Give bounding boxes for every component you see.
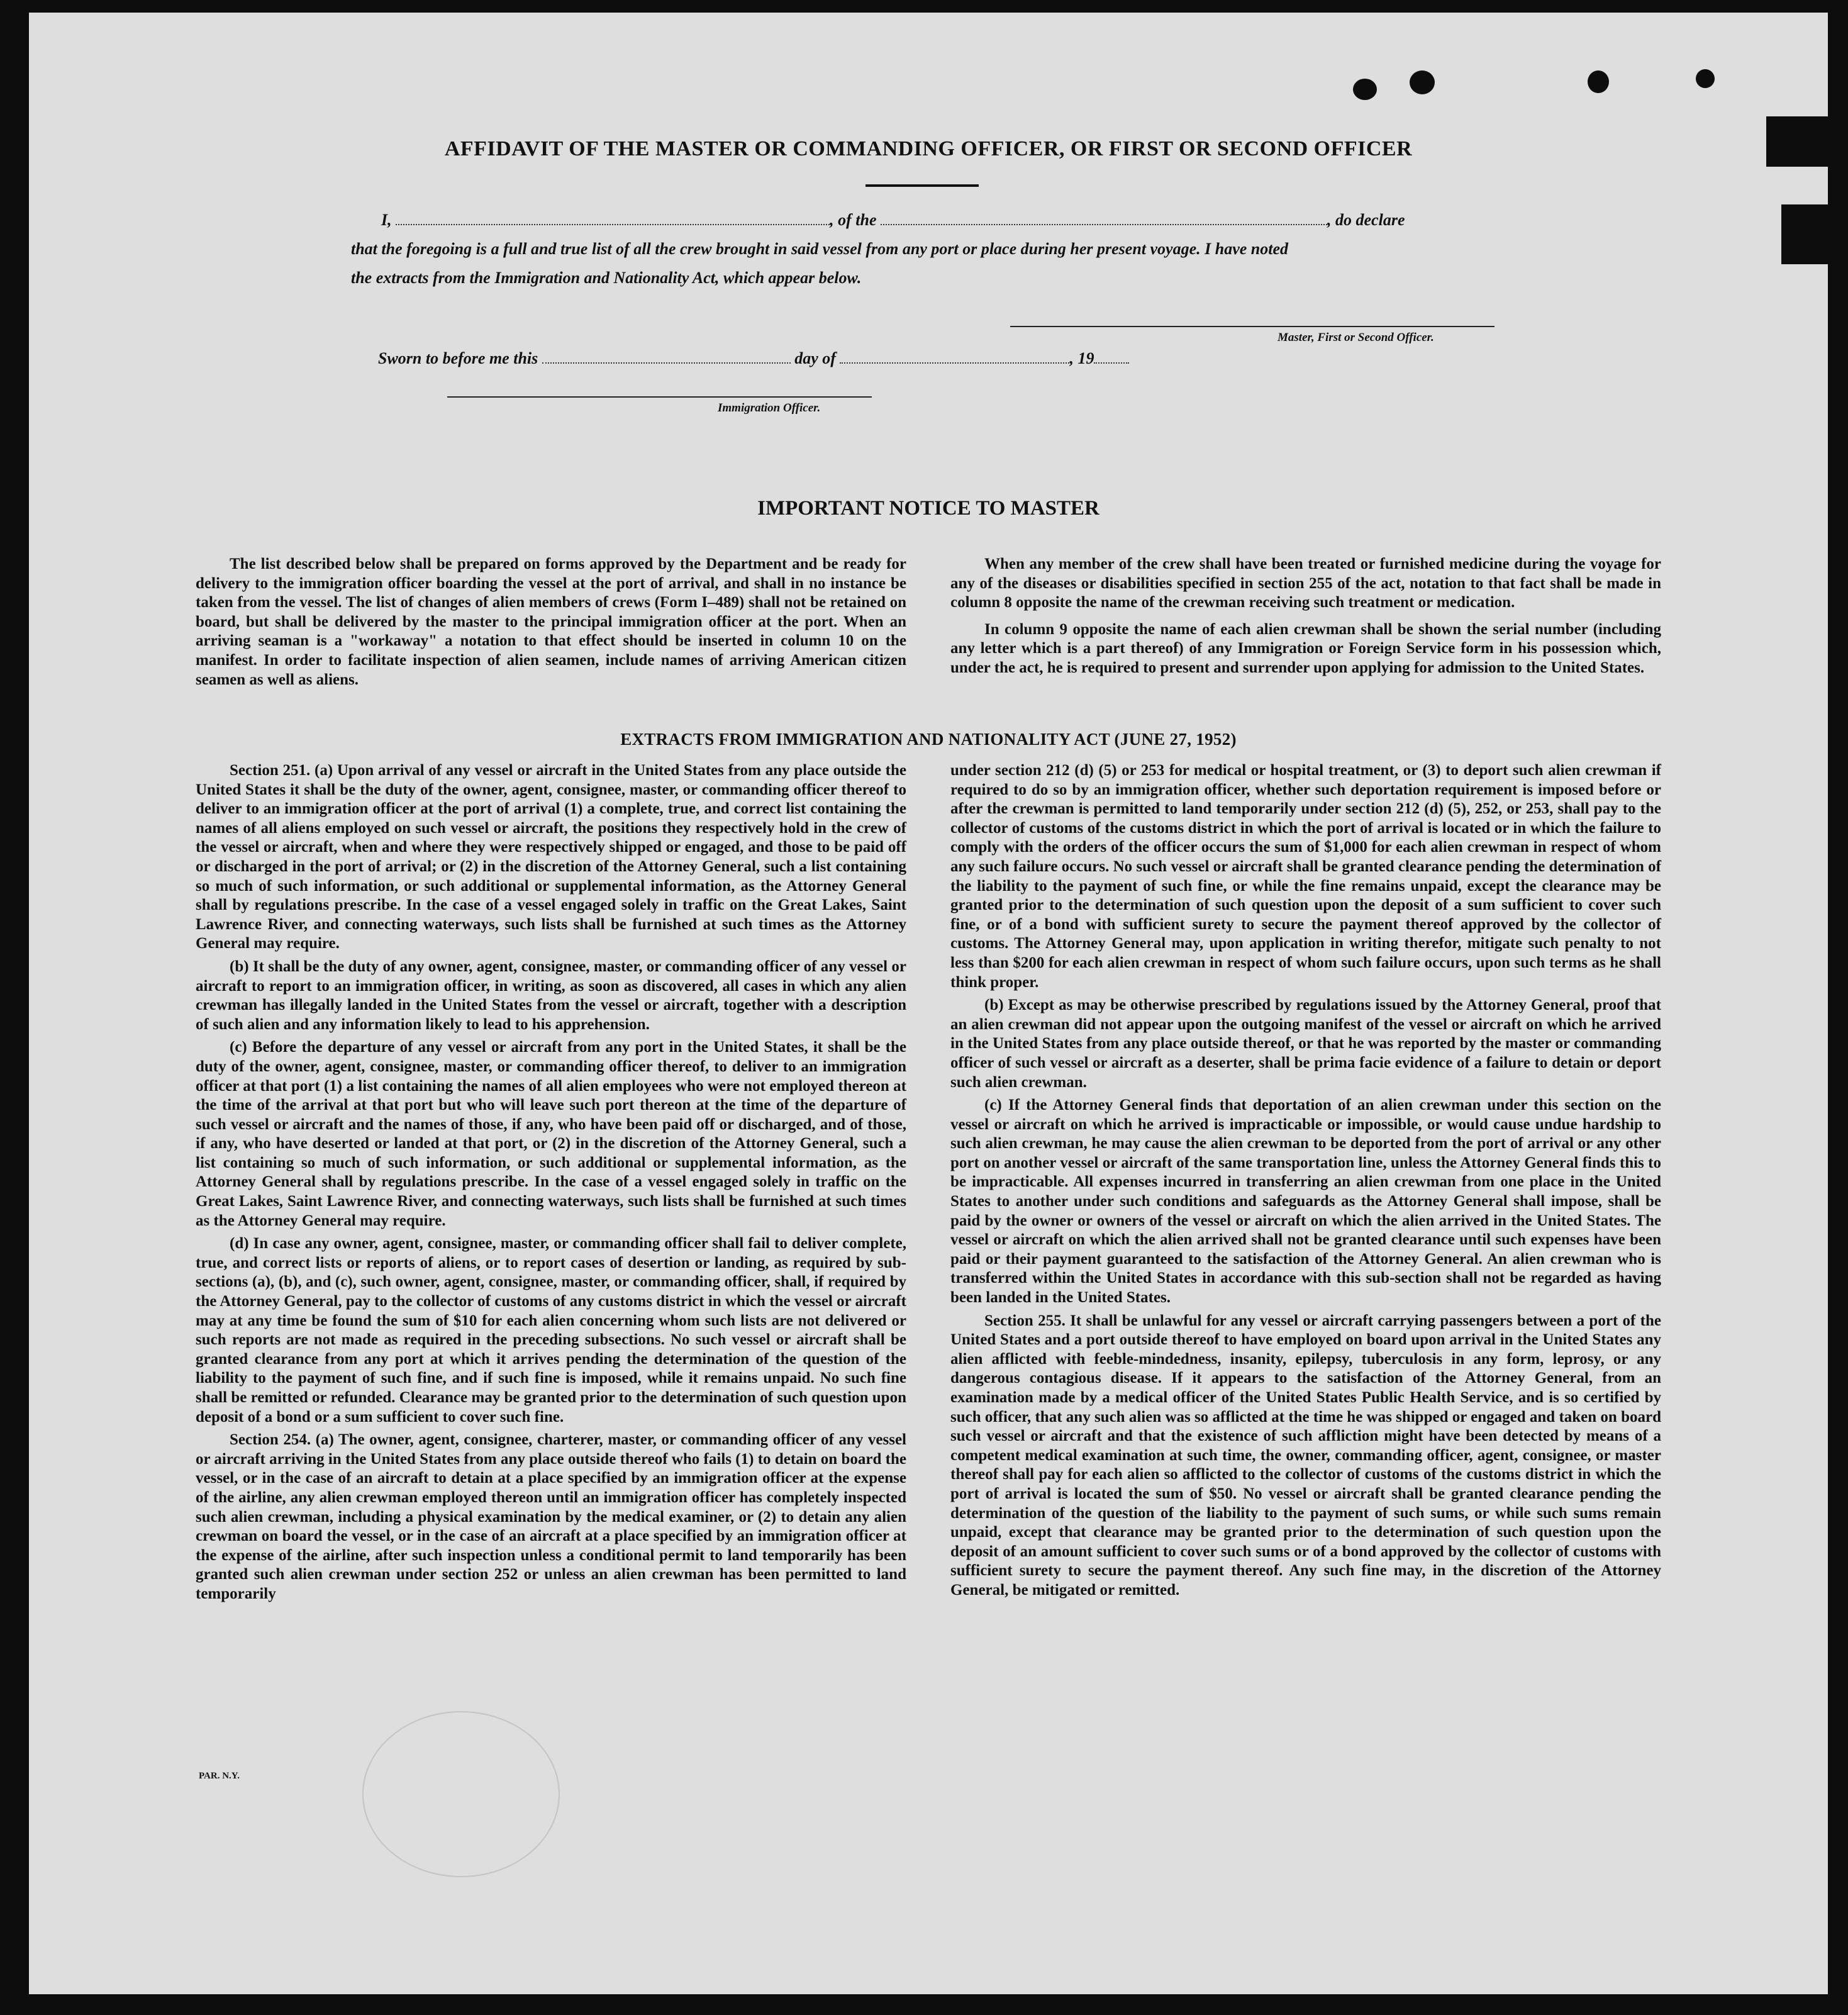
sworn-month-field[interactable] (840, 351, 1069, 364)
section-251b: (b) It shall be the duty of any owner, agent, consignee, master, or commanding officer of any vessel or aircraft to report to an immigration officer, in writing, as soon as discovered, all cases in which any alien crewman has illegally landed in the United States from the vessel or aircraft, together with a description of such alien and any information likely to lead to his apprehension. (196, 957, 906, 1033)
faded-stamp (362, 1711, 560, 1877)
year-label: , 19 (1069, 349, 1094, 367)
master-caption: Master, First or Second Officer. (1277, 331, 1434, 344)
of-the-label: , of the (830, 211, 877, 229)
document-page (29, 13, 1828, 1994)
printer-mark: PAR. N.Y. (199, 1771, 240, 1781)
notice-left-column (196, 555, 906, 689)
sworn-label: Sworn to before me this (378, 349, 538, 367)
section-251a: Section 251. (a) Upon arrival of any vessel or aircraft in the United States from any place outside the United States it shall be the duty of the owner, agent, consignee, master, or commanding officer thereof to deliver to an immigration officer at the port of arrival (1) a complete, true, and correct list containing the names of all aliens employed on such vessel or aircraft, the positions they respectively hold in the crew of the vessel or aircraft, when and where they were respectively shipped or engaged, and those to be paid off or discharged in the port of arrival; or (2) in the discretion of the Attorney General, such a list containing so much of such information, or such additional or supplemental information, as the Attorney General shall by regulations prescribe. In the case of a vessel engaged solely in traffic on the Great Lakes, Saint Lawrence River, and connecting waterways, such lists shall be furnished at such times as the Attorney General may require. (196, 762, 906, 952)
notice-left-paragraph: The list described below shall be prepared on forms approved by the Department and be ready for delivery to the immigration officer boarding the vessel at the port of arrival, and shall in no instance be taken from the vessel. The list of changes of alien members of crews (Form I–489) shall not be retained on board, but shall be delivered by the master to the principal immigration officer at the port. When an arriving seaman is a "workaway" a notation to that effect should be inserted in column 10 on the manifest. In order to facilitate inspection of alien seamen, include names of arriving American citizen seamen as well as aliens. (196, 555, 906, 688)
day-of-label: day of (794, 349, 836, 367)
sworn-day-field[interactable] (542, 351, 791, 364)
do-declare-label: , do declare (1327, 211, 1405, 229)
notice-right-paragraph-1: When any member of the crew shall have been treated or furnished medicine during the voyage for any of the diseases or disabilities specified in section 255 of the act, notation to that fact shall be made in column 8 opposite the name of the crewman receiving such treatment or medication. (950, 555, 1661, 611)
master-signature-line[interactable] (1010, 326, 1495, 327)
immigration-signature-line[interactable] (447, 396, 872, 398)
immigration-caption: Immigration Officer. (718, 401, 821, 415)
section-254a-continued: under section 212 (d) (5) or 253 for medical or hospital treatment, or (3) to deport such alien crewman if required to do so by an immigration officer, whether such deportation requirement is imposed before or after the crewman is permitted to land temporarily under section 212 (d) (5), 252, or 253, shall pay to the collector of customs of the customs district in which the port of arrival is located or in which the failure to comply with the orders of the officer occurs the sum of $1,000 for each alien crewman in respect of whom any such failure occurs. No such vessel or aircraft shall be granted clearance pending the determination of the liability to the payment of such fine, or while the fine remains unpaid, except the clearance may be granted prior to the determination of such question upon the deposit of a sum sufficient to cover such fine, or of a bond with sufficient surety to secure the payment thereof approved by the collector of customs. The Attorney General may, upon application in writing therefor, mitigate such penalty to not less than $200 for each alien crewman in respect of whom such failure occurs, upon such terms as he shall think proper. (950, 762, 1661, 991)
vessel-field[interactable] (881, 213, 1327, 225)
declaration-line-1 (381, 208, 1564, 233)
affidavit-title: AFFIDAVIT OF THE MASTER OR COMMANDING OFFICER, OR FIRST OR SECOND OFFICER (444, 137, 1413, 160)
punch-hole-3 (1588, 70, 1609, 93)
section-251d: (d) In case any owner, agent, consignee, master, or commanding officer shall fail to deliver complete, true, and correct lists or reports of aliens, or to report cases of desertion or landing, as required by sub-sections (a), (b), and (c), such owner, agent, consignee, master, or commanding officer, shall, if required by the Attorney General, pay to the collector of customs of any customs district in which the vessel or aircraft may at any time be found the sum of $10 for each alien concerning whom such lists are not delivered or such reports are not made as required in the preceding subsections. No such vessel or aircraft shall be granted clearance from any port at which it arrives pending the determination of the question of the liability to the payment of such fine, and if such fine is imposed, while it remains unpaid. No such fine shall be remitted or refunded. Clearance may be granted prior to the determination of such question upon deposit of a bond or a sum sufficient to cover such fine. (196, 1235, 906, 1426)
section-254c: (c) If the Attorney General finds that deportation of an alien crewman under this section on the vessel or aircraft on which he arrived is impracticable or impossible, or would cause undue hardship to such alien crewman, he may cause the alien crewman to be deported from the port of arrival or any other port on another vessel or aircraft of the same transportation line, unless the Attorney General finds this to be impracticable. All expenses incurred in transferring an alien crewman from one place in the United States to another under such conditions and safeguards as the Attorney General shall impose, shall be paid by the owner or owners of the vessel or aircraft on which the alien arrived in the United States. The vessel or aircraft on which the alien arrived shall not be granted clearance until such expenses have been paid or their payment guaranteed to the satisfaction of the Attorney General. An alien crewman who is transferred within the United States in accordance with this sub-section shall not be regarded as having been landed in the United States. (950, 1097, 1661, 1307)
section-255: Section 255. It shall be unlawful for any vessel or aircraft carrying passengers between a port of the United States and a port outside thereof to have employed on board upon arrival in the United States any alien afflicted with feeble-mindedness, insanity, epilepsy, tuberculosis in any form, leprosy, or any dangerous contagious disease. If it appears to the satisfaction of the Attorney General, from an examination made by a medical officer of the United States Public Health Service, and is so certified by such officer, that any such alien was so afflicted at the time he was shipped or engaged and taken on board such vessel or aircraft and that the existence of such affliction might have been detected by means of a competent medical examination at such time, the owner, commanding officer, agent, consignee, or master thereof shall pay for each alien so afflicted to the collector of customs of the customs district in which the port of arrival is located the sum of $50. No vessel or aircraft shall be granted clearance pending the determination of the question of the liability to the payment of such sums, or while such sums remain unpaid, except that clearance may be granted prior to the determination of such question upon the deposit of an amount sufficient to cover such sums or of a bond approved by the collector of customs with sufficient surety to secure the payment thereof. Any such fine may, in the discretion of the Attorney General, be mitigated or remitted. (950, 1312, 1661, 1599)
extracts-right-column (950, 761, 1661, 1600)
section-254b: (b) Except as may be otherwise prescribed by regulations issued by the Attorney General, proof that an alien crewman did not appear upon the outgoing manifest of the vessel or aircraft on which he arrived in the United States from any place outside thereof, or that he was reported by the master or commanding officer of such vessel or aircraft as a deserter, shall be prima facie evidence of a failure to detain or deport such alien crewman. (950, 996, 1661, 1091)
notice-title: IMPORTANT NOTICE TO MASTER (757, 497, 1099, 520)
punch-hole-2 (1410, 70, 1435, 94)
sworn-line (378, 346, 1561, 371)
declaration-line-3: the extracts from the Immigration and Nationality Act, which appear below. (351, 269, 862, 287)
extracts-title: EXTRACTS FROM IMMIGRATION AND NATIONALITY ACT (JUNE 27, 1952) (620, 730, 1237, 749)
punch-hole-1 (1353, 79, 1377, 100)
edge-tab-mid (1781, 204, 1828, 264)
extracts-left-column (196, 761, 906, 1604)
section-251c: (c) Before the departure of any vessel or aircraft from any port in the United States, it shall be the duty of the owner, agent, consignee, master, or commanding officer thereof, to deliver to an immigration officer at that port (1) a list containing the names of all alien employees who were not employed thereon at the time of the arrival at that port but who will leave such port thereon at the time of the departure of such vessel or aircraft and the names of those, if any, who have been paid off or discharged, and of those, if any, who have deserted or landed at that port, or (2) in the discretion of the Attorney General, such a list containing so much of such information, or such additional or supplemental information, as the Attorney General shall by regulations prescribe. In the case of a vessel engaged solely in traffic on the Great Lakes, Saint Lawrence River, and connecting waterways, such lists shall be furnished at such times as the Attorney General may require. (196, 1039, 906, 1229)
i-label: I, (381, 211, 392, 229)
notice-right-column (950, 555, 1661, 678)
name-field[interactable] (396, 213, 830, 225)
notice-right-paragraph-2: In column 9 opposite the name of each alien crewman shall be shown the serial number (including any letter which is a part thereof) of any Immigration or Foreign Service form in his possession which, under the act, he is required to present and surrender upon applying for admission to the United States. (950, 620, 1661, 676)
declaration-line-2: that the foregoing is a full and true list of all the crew brought in said vessel from any port or place during her present voyage. I have noted (351, 240, 1289, 258)
punch-hole-4 (1696, 69, 1715, 88)
title-divider (866, 184, 979, 187)
section-254a: Section 254. (a) The owner, agent, consignee, charterer, master, or commanding officer of any vessel or aircraft arriving in the United States from any place outside thereof who fails (1) to detain on board the vessel, or in the case of an aircraft to detain at a place specified by an immigration officer at the expense of the airline, any alien crewman employed thereon until an immigration officer has completely inspected such alien crewman, including a physical examination by the medical examiner, or (2) to detain any alien crewman on board the vessel, or in the case of an aircraft at a place specified by an immigration officer at the expense of the airline, after such inspection unless a conditional permit to land temporarily has been granted such alien crewman under section 252 or unless an alien crewman has been permitted to land temporarily (196, 1431, 906, 1602)
sworn-year-field[interactable] (1094, 351, 1129, 364)
